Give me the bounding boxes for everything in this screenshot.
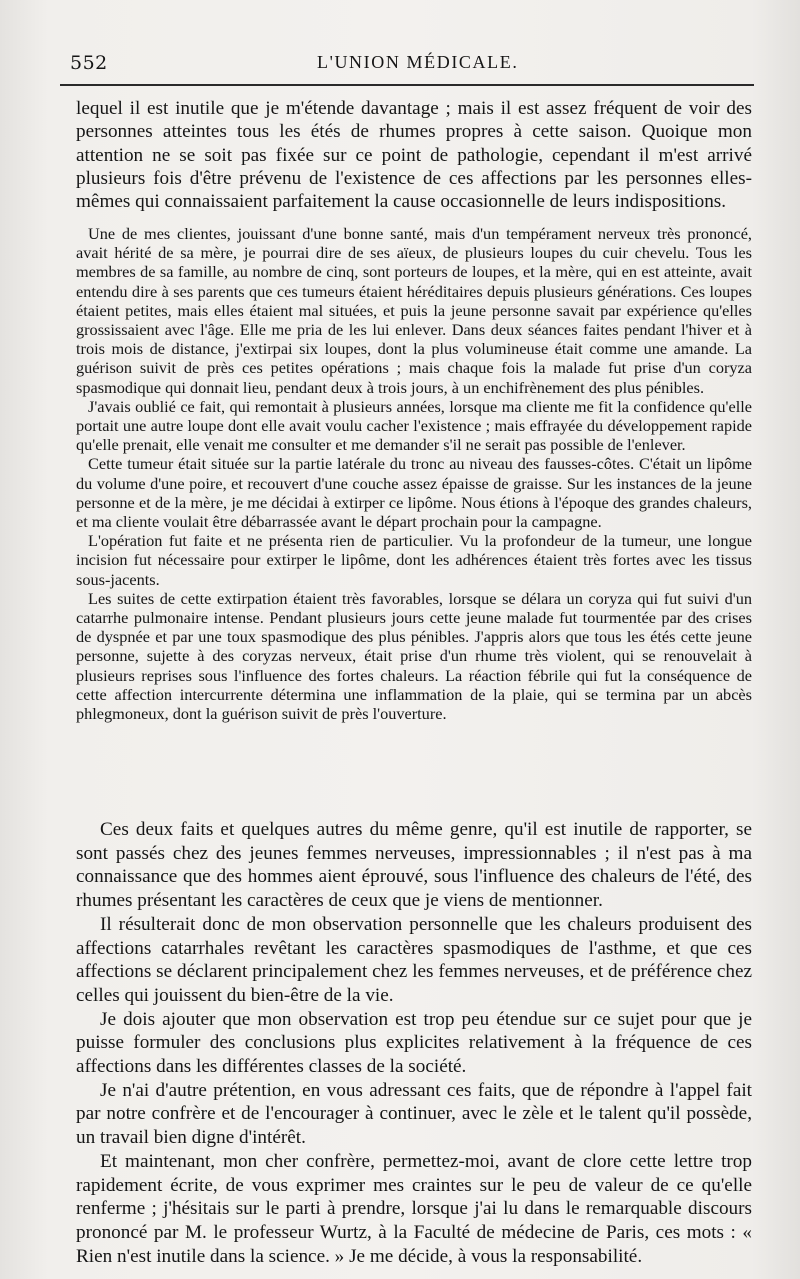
paragraph: Cette tumeur était située sur la partie latérale du tronc au niveau des fausses-côtes. C'était un lipôme du volume d'une poire, et recouvert d'une couche assez épaisse de graisse. Sur les instances de la jeune personne et de la mère, je me décidai à extirper ce lipôme. Nous étions à l'époque des grandes chaleurs, et ma cliente voulait être débarrassée avant le départ prochain pour la campagne. bbox=[76, 454, 752, 532]
paragraph: L'opération fut faite et ne présenta rien de particulier. Vu la profondeur de la tumeur, une longue incision fut nécessaire pour extirper le lipôme, dont les adhérences étaient très fortes avec les tissus sous-jacents. bbox=[76, 531, 752, 589]
header-rule bbox=[60, 84, 754, 86]
paragraph: lequel il est inutile que je m'étende davantage ; mais il est assez fréquent de voir des personnes atteintes tous les étés de rhumes propres à cette saison. Quoique mon attention ne se soit pas fixée sur ce point de pathologie, cependant il m'est arrivé plusieurs fois d'être prévenu de l'existence de ces affections par les personnes elles-mêmes qui connaissaient parfaitement la cause occasionnelle de leurs indispositions. bbox=[76, 98, 752, 213]
paragraph: Ces deux faits et quelques autres du même genre, qu'il est inutile de rapporter, se sont passés chez des jeunes femmes nerveuses, impressionnables ; il n'est pas à ma connaissance que des hommes aient éprouvé, sous l'influence des chaleurs de l'été, des rhumes présentant les caractères de ceux que je viens de mentionner. bbox=[76, 819, 752, 912]
text-block-top bbox=[76, 97, 752, 213]
paragraph: Une de mes clientes, jouissant d'une bonne santé, mais d'un tempérament nerveux très prononcé, avait hérité de sa mère, je pourrai dire de ses aïeux, de plusieurs loupes du cuir chevelu. Tous les membres de sa famille, au nombre de cinq, sont porteurs de loupes, et la mère, qui en est atteinte, avait entendu dire à ses parents que ces tumeurs étaient héréditaires depuis plusieurs générations. Ces loupes étaient petites, mais elles étaient mal situées, et puis la jeune personne savait par expérience qu'elles grossissaient avec l'âge. Elle me pria de les lui enlever. Dans deux séances faites pendant l'hiver et à trois mois de distance, j'extirpai six loupes, dont la plus volumineuse était comme une amande. La guérison suivit de près ces petites opérations ; mais chaque fois la malade fut prise d'un coryza spasmodique qui donnait lieu, pendant deux à trois jours, à un enchifrènement des plus pénibles. bbox=[76, 224, 752, 397]
page-header bbox=[60, 50, 755, 80]
text-block-bottom bbox=[76, 818, 752, 1268]
running-title: L'UNION MÉDICALE. bbox=[317, 52, 519, 72]
paragraph: Et maintenant, mon cher confrère, permettez-moi, avant de clore cette lettre trop rapidement écrite, de vous exprimer mes craintes sur le peu de valeur de ce qu'elle renferme ; j'hésitais sur le parti à prendre, lorsque j'ai lu dans le remarquable discours prononcé par M. le professeur Wurtz, à la Faculté de médecine de Paris, ces mots : « Rien n'est inutile dans la science. » Je me décide, à vous la responsabilité. bbox=[76, 1150, 752, 1267]
paragraph: Les suites de cette extirpation étaient très favorables, lorsque se délara un coryza qui fut suivi d'un catarrhe pulmonaire intense. Pendant plusieurs jours cette jeune malade fut tourmentée par des crises de dyspnée et par une toux spasmodique des plus pénibles. J'appris alors que tous les étés cette jeune personne, sujette à des coryzas nerveux, était prise d'un rhume très violent, qui se renouvelait à plusieurs reprises sous l'influence des fortes chaleurs. La réaction fébrile qui fut la conséquence de cette affection intercurrente détermina une inflammation de la plaie, qui se termina par un abcès phlegmoneux, dont la guérison suivit de près l'ouverture. bbox=[76, 588, 752, 724]
paragraph: J'avais oublié ce fait, qui remontait à plusieurs années, lorsque ma cliente me fit la confidence qu'elle portait une autre loupe dont elle avait voulu cacher l'existence ; mais effrayée du développement rapide qu'elle prenait, elle venait me consulter et me demander s'il ne serait pas possible de l'enlever. bbox=[76, 396, 752, 455]
paragraph: Je dois ajouter que mon observation est trop peu étendue sur ce sujet pour que je puisse formuler des conclusions plus explicites relativement à la fréquence de ces affections dans les différentes classes de la société. bbox=[76, 1008, 752, 1078]
paragraph: Il résulterait donc de mon observation personnelle que les chaleurs produisent des affections catarrhales revêtant les caractères spasmodiques de l'asthme, et que ces affections se déclarent principalement chez les femmes nerveuses, et de préférence chez celles qui jouissent du bien-être de la vie. bbox=[76, 913, 752, 1006]
page-number: 552 bbox=[70, 52, 108, 74]
text-block-small-print bbox=[76, 224, 752, 723]
paragraph: Je n'ai d'autre prétention, en vous adressant ces faits, que de répondre à l'appel fait par notre confrère et de l'encourager à continuer, avec le zèle et le talent qu'il possède, un travail bien digne d'intérêt. bbox=[76, 1079, 752, 1149]
